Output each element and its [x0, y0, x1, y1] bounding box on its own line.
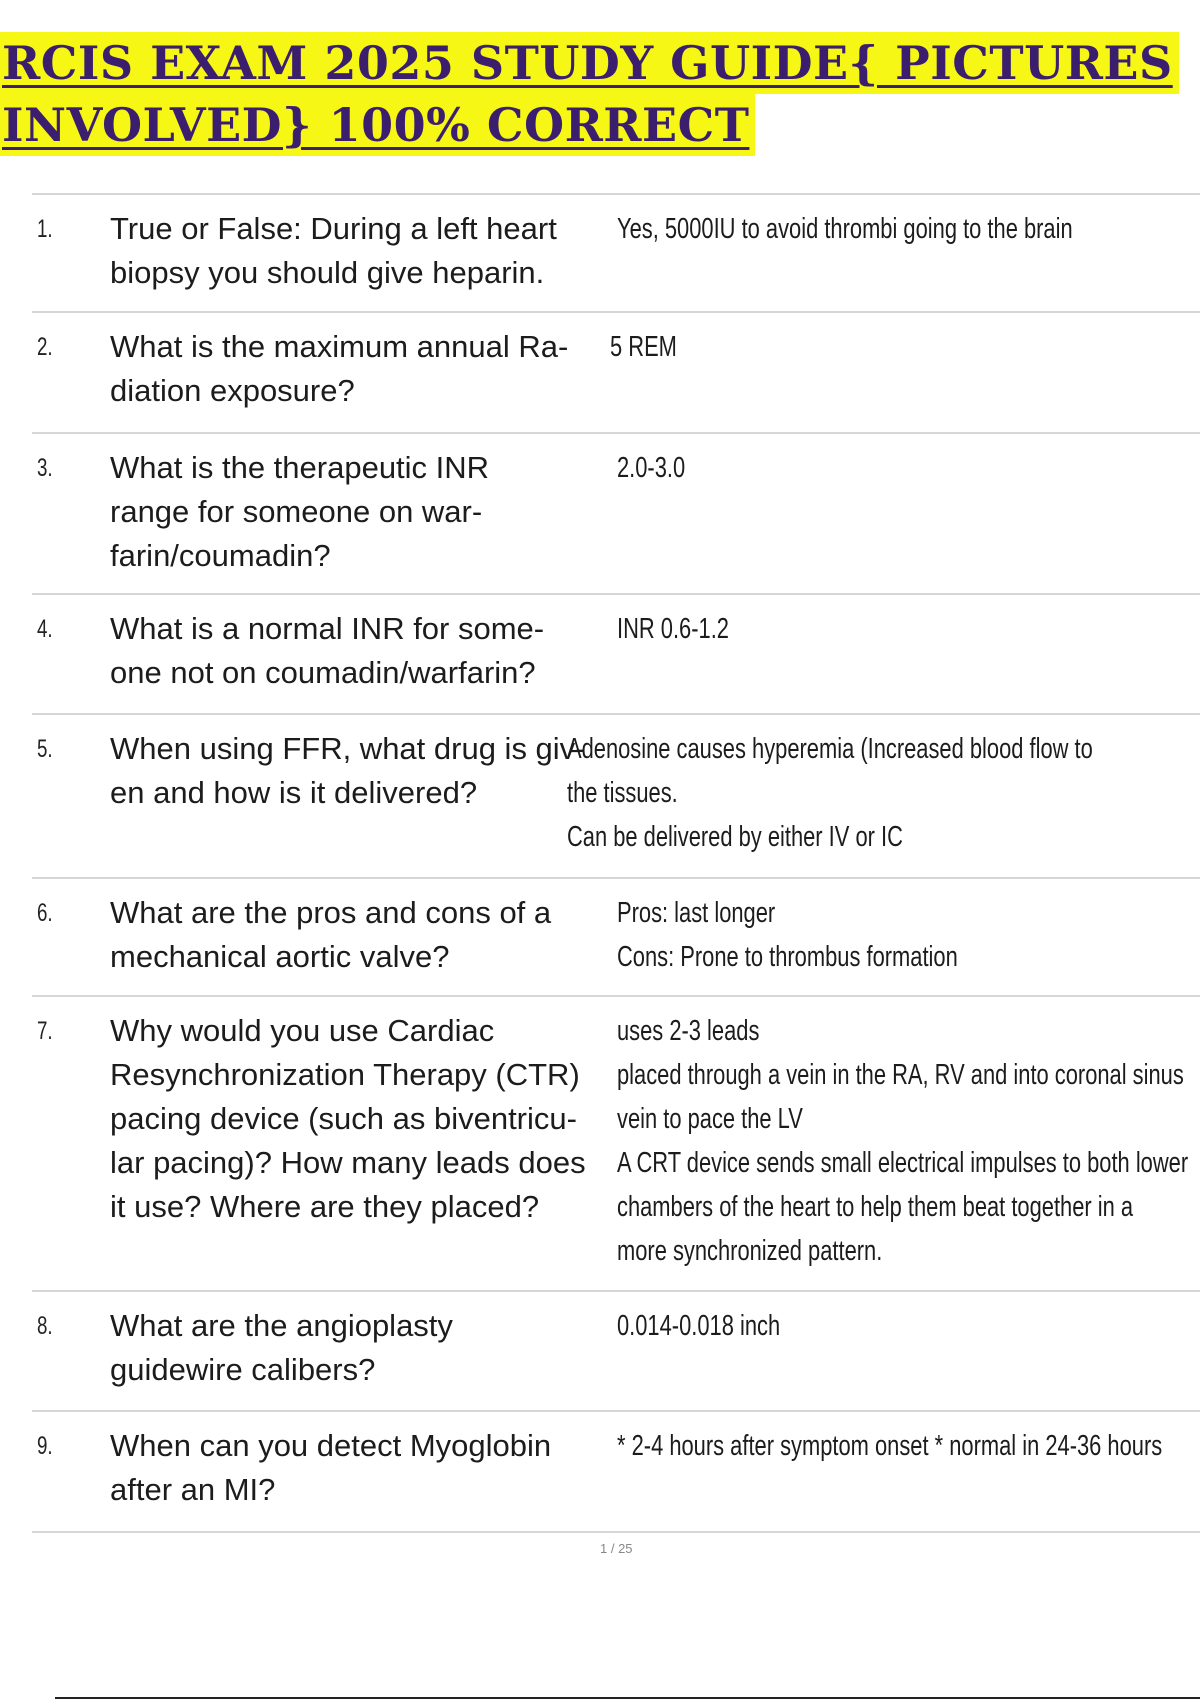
- qa-row-5: [32, 715, 1200, 879]
- title-line-1: RCIS EXAM 2025 STUDY GUIDE{ PICTURES: [0, 32, 1179, 94]
- question-text: What is a normal INR for some- one not on coumadin/warfarin?: [110, 611, 545, 690]
- question-number: 9.: [37, 1432, 53, 1460]
- qa-row-9: [32, 1412, 1200, 1533]
- answer-text: Yes, 5000IU to avoid thrombi going to the brain: [617, 213, 1073, 245]
- question-text: What is the maximum annual Ra- diation exposure?: [110, 329, 569, 408]
- document-title: [0, 32, 1179, 156]
- question-number: 7.: [37, 1017, 53, 1045]
- question-number: 4.: [37, 615, 53, 643]
- answer-text: * 2-4 hours after symptom onset * normal in 24-36 hours: [617, 1430, 1163, 1462]
- question-number: 1.: [37, 215, 53, 243]
- question-number: 2.: [37, 333, 53, 361]
- answer-text: uses 2-3 leads placed through a vein in the RA, RV and into coronal sinus vein to pace the LV A CRT device sends small electrical impulses to both lower chambers of the heart to help them beat together in a more synchronized pattern.: [617, 1015, 1189, 1267]
- question-text: When using FFR, what drug is giv- en and how is it delivered?: [110, 731, 586, 810]
- qa-row-7: [32, 997, 1200, 1292]
- question-number: 8.: [37, 1312, 53, 1340]
- answer-text: Pros: last longer Cons: Prone to thrombus formation: [617, 897, 958, 973]
- answer-text: 2.0-3.0: [617, 452, 686, 484]
- title-line-2: INVOLVED} 100% CORRECT: [0, 94, 755, 156]
- qa-row-2: [32, 313, 1200, 434]
- question-number: 6.: [37, 899, 53, 927]
- question-text: True or False: During a left heart biopsy you should give heparin.: [110, 211, 557, 290]
- qa-table: [32, 193, 1200, 1533]
- question-text: Why would you use Cardiac Resynchronization Therapy (CTR) pacing device (such as biventricu- lar pacing)? How many leads does it use? Where are they placed?: [110, 1013, 586, 1224]
- question-text: What are the pros and cons of a mechanical aortic valve?: [110, 895, 552, 974]
- qa-row-1: [32, 195, 1200, 313]
- bottom-divider: [55, 1697, 1200, 1699]
- qa-row-4: [32, 595, 1200, 715]
- question-number: 5.: [37, 735, 53, 763]
- question-text: When can you detect Myoglobin after an MI?: [110, 1428, 552, 1507]
- answer-text: 5 REM: [610, 331, 677, 363]
- question-text: What are the angioplasty guidewire calibers?: [110, 1308, 453, 1387]
- qa-row-3: [32, 434, 1200, 595]
- question-text: What is the therapeutic INR range for someone on war- farin/coumadin?: [110, 450, 490, 573]
- qa-row-8: [32, 1292, 1200, 1412]
- answer-text: Adenosine causes hyperemia (Increased blood flow to the tissues. Can be delivered by either IV or IC: [567, 733, 1093, 853]
- answer-text: INR 0.6-1.2: [617, 613, 729, 645]
- question-number: 3.: [37, 454, 53, 482]
- answer-text: 0.014-0.018 inch: [617, 1310, 781, 1342]
- qa-row-6: [32, 879, 1200, 997]
- page-number: 1 / 25: [600, 1541, 633, 1556]
